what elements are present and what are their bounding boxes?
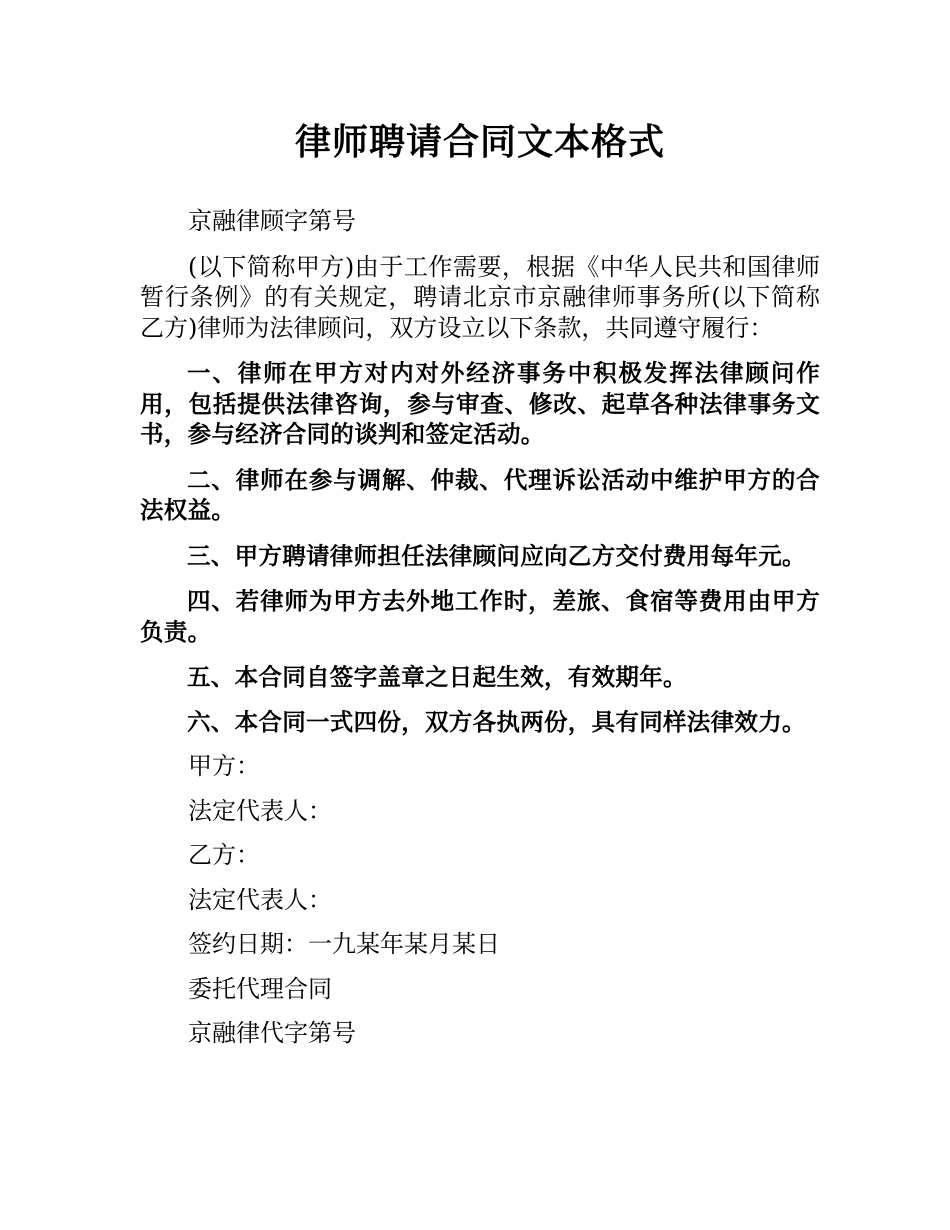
clause-1: 一、律师在甲方对内对外经济事务中积极发挥法律顾问作用，包括提供法律咨询，参与审查、修改、起草各种法律事务文书，参与经济合同的谈判和签定活动。 <box>140 359 820 448</box>
clause-4: 四、若律师为甲方去外地工作时，差旅、食宿等费用由甲方负责。 <box>140 587 820 646</box>
clause-3: 三、甲方聘请律师担任法律顾问应向乙方交付费用每年元。 <box>187 541 806 570</box>
clause-5: 五、本合同自签字盖章之日起生效，有效期年。 <box>187 663 687 691</box>
party-b-representative-label: 法定代表人： <box>188 885 332 914</box>
clause-2: 二、律师在参与调解、仲裁、代理诉讼活动中维护甲方的合法权益。 <box>140 465 820 524</box>
document-page <box>140 0 820 1049</box>
document-title: 律师聘请合同文本格式 <box>294 122 665 163</box>
next-contract-number: 京融律代字第号 <box>188 1019 356 1047</box>
contract-number: 京融律顾字第号 <box>188 207 356 235</box>
next-contract-heading: 委托代理合同 <box>188 974 332 1003</box>
party-a-representative-label: 法定代表人： <box>188 796 332 825</box>
preamble-paragraph: (以下简称甲方)由于工作需要，根据《中华人民共和国律师暂行条例》的有关规定，聘请北京市京融律师事务所(以下简称乙方)律师为法律顾问，双方设立以下条款，共同遵守履行： <box>140 252 820 342</box>
party-a-label: 甲方： <box>188 752 260 780</box>
signing-date: 签约日期：一九某年某月某日 <box>188 930 500 958</box>
clause-6: 六、本合同一式四份，双方各执两份，具有同样法律效力。 <box>187 707 806 736</box>
party-b-label: 乙方： <box>188 841 260 869</box>
